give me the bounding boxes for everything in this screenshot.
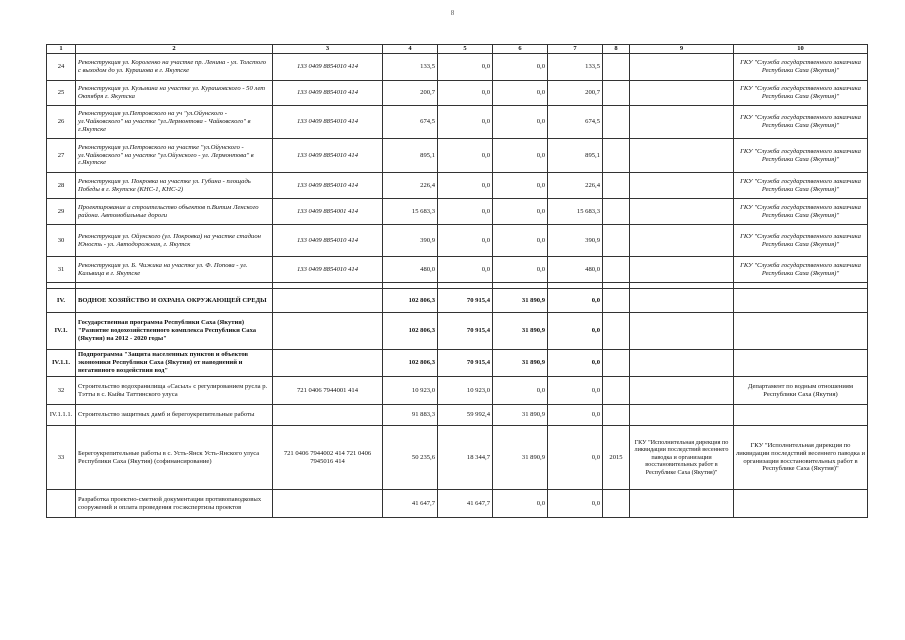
customer-cell: ГКУ "Служба государственного заказчика Республики Саха (Якутия)" [734,81,868,106]
value-total-cell: 200,7 [383,81,438,106]
value-federal-cell: 41 647,7 [438,490,493,518]
year-cell [603,81,630,106]
row-number-cell: IV.1. [47,313,76,350]
contractor-cell [630,490,734,518]
value-other-cell: 15 683,3 [548,199,603,225]
value-other-cell: 0,0 [548,377,603,405]
value-regional-cell: 0,0 [493,173,548,199]
value-federal-cell: 70 915,4 [438,313,493,350]
year-cell [603,139,630,173]
value-other-cell: 0,0 [548,405,603,426]
table-row [47,377,868,405]
value-other-cell: 0,0 [548,490,603,518]
row-number-cell: 26 [47,106,76,139]
value-regional-cell: 0,0 [493,225,548,257]
value-regional-cell: 31 890,9 [493,289,548,313]
value-total-cell: 674,5 [383,106,438,139]
header-cell: 10 [734,45,868,54]
budget-code-cell: 133 0409 8854010 414 [273,257,383,283]
customer-cell: ГКУ "Служба государственного заказчика Республики Саха (Якутия)" [734,106,868,139]
row-number-cell: 27 [47,139,76,173]
header-cell: 2 [76,45,273,54]
budget-code-cell: 133 0409 8854010 414 [273,81,383,106]
table-row [47,426,868,490]
contractor-cell [630,81,734,106]
value-other-cell: 480,0 [548,257,603,283]
value-other-cell: 200,7 [548,81,603,106]
year-cell [603,173,630,199]
customer-cell [734,490,868,518]
year-cell [603,377,630,405]
value-total-cell: 50 235,6 [383,426,438,490]
budget-code-cell: 721 0406 7944001 414 [273,377,383,405]
header-cell: 5 [438,45,493,54]
table-row [47,405,868,426]
row-number-cell: 33 [47,426,76,490]
row-number-cell: IV.1.1. [47,350,76,377]
customer-cell: ГКУ "Служба государственного заказчика Республики Саха (Якутия)" [734,257,868,283]
contractor-cell [630,173,734,199]
contractor-cell [630,289,734,313]
header-row [47,45,868,54]
value-regional-cell: 0,0 [493,199,548,225]
table-row [47,490,868,518]
value-other-cell: 0,0 [548,313,603,350]
contractor-cell [630,377,734,405]
value-federal-cell: 18 344,7 [438,426,493,490]
value-total-cell: 91 883,3 [383,405,438,426]
table-row [47,225,868,257]
value-total-cell: 15 683,3 [383,199,438,225]
contractor-cell [630,139,734,173]
table-row [47,199,868,225]
value-federal-cell: 10 923,0 [438,377,493,405]
value-other-cell: 133,5 [548,54,603,81]
value-regional-cell: 31 890,9 [493,350,548,377]
table-row [47,350,868,377]
row-number-cell: 28 [47,173,76,199]
value-federal-cell: 0,0 [438,81,493,106]
value-regional-cell: 0,0 [493,377,548,405]
header-cell: 4 [383,45,438,54]
value-total-cell: 895,1 [383,139,438,173]
row-number-cell: 32 [47,377,76,405]
budget-code-cell: 133 0409 8854010 414 [273,225,383,257]
row-name-cell: Реконструкция ул.Петровского на уч "ул.Ойунского - ул.Чайковского" на участке "ул.Лермонтова - Чайковского" в г.Якутске [76,106,273,139]
value-total-cell: 102 806,3 [383,289,438,313]
customer-cell: ГКУ "Служба государственного заказчика Республики Саха (Якутия)" [734,225,868,257]
row-name-cell: Строительство защитных дамб и берегоукрепительные работы [76,405,273,426]
table-row [47,313,868,350]
customer-cell: Департамент по водным отношениям Республики Саха (Якутия) [734,377,868,405]
value-federal-cell: 0,0 [438,139,493,173]
value-total-cell: 133,5 [383,54,438,81]
header-cell: 1 [47,45,76,54]
value-total-cell: 102 806,3 [383,350,438,377]
value-other-cell: 0,0 [548,289,603,313]
year-cell [603,289,630,313]
value-other-cell: 895,1 [548,139,603,173]
customer-cell: ГКУ "Служба государственного заказчика Республики Саха (Якутия)" [734,139,868,173]
budget-code-cell: 133 0409 8854010 414 [273,173,383,199]
year-cell [603,106,630,139]
row-number-cell: 29 [47,199,76,225]
header-cell: 8 [603,45,630,54]
contractor-cell [630,350,734,377]
value-regional-cell: 0,0 [493,257,548,283]
year-cell [603,350,630,377]
contractor-cell [630,199,734,225]
customer-cell [734,289,868,313]
row-name-cell: Берегоукрепительные работы в с. Усть-Янск Усть-Янского улуса Республики Саха (Якутия) (софинансирование) [76,426,273,490]
row-number-cell: 30 [47,225,76,257]
value-total-cell: 390,9 [383,225,438,257]
budget-code-cell: 133 0409 8854010 414 [273,54,383,81]
customer-cell: ГКУ "Служба государственного заказчика Республики Саха (Якутия)" [734,199,868,225]
row-name-cell: Проектирование и строительство объектов п.Витим Ленского района. Автомобильные дороги [76,199,273,225]
year-cell [603,225,630,257]
value-federal-cell: 0,0 [438,173,493,199]
row-name-cell: Подпрограмма "Защита населенных пунктов и объектов экономики Республики Саха (Якутия) от наводнений и негативного воздействия вод" [76,350,273,377]
header-cell: 9 [630,45,734,54]
table-row [47,81,868,106]
contractor-cell [630,257,734,283]
budget-code-cell [273,289,383,313]
row-number-cell: 24 [47,54,76,81]
value-regional-cell: 31 890,9 [493,405,548,426]
year-cell [603,199,630,225]
year-cell: 2015 [603,426,630,490]
value-federal-cell: 59 992,4 [438,405,493,426]
value-other-cell: 226,4 [548,173,603,199]
value-other-cell: 674,5 [548,106,603,139]
contractor-cell [630,313,734,350]
budget-code-cell [273,313,383,350]
value-federal-cell: 70 915,4 [438,350,493,377]
value-total-cell: 226,4 [383,173,438,199]
customer-cell: ГКУ "Служба государственного заказчика Республики Саха (Якутия)" [734,54,868,81]
row-number-cell [47,490,76,518]
row-name-cell: Реконструкция ул.Петровского на участке "ул.Ойунского - ул.Чайковского" на участке "ул.Ойунского - ул. Лермонтова" в г.Якутске [76,139,273,173]
budget-code-cell: 133 0409 8854010 414 [273,139,383,173]
value-federal-cell: 70 915,4 [438,289,493,313]
year-cell [603,490,630,518]
value-other-cell: 0,0 [548,426,603,490]
header-cell: 6 [493,45,548,54]
row-name-cell: Реконструкция ул. Короленко на участке пр. Ленина - ул. Толстого с выходом до ул. Курашова в г. Якутске [76,54,273,81]
value-regional-cell: 0,0 [493,106,548,139]
row-name-cell: ВОДНОЕ ХОЗЯЙСТВО И ОХРАНА ОКРУЖАЮЩЕЙ СРЕДЫ [76,289,273,313]
year-cell [603,257,630,283]
value-federal-cell: 0,0 [438,225,493,257]
customer-cell [734,313,868,350]
budget-code-cell [273,490,383,518]
value-total-cell: 10 923,0 [383,377,438,405]
row-number-cell: 31 [47,257,76,283]
value-regional-cell: 0,0 [493,139,548,173]
year-cell [603,54,630,81]
value-regional-cell: 0,0 [493,54,548,81]
budget-code-cell: 133 0409 8854001 414 [273,199,383,225]
value-other-cell: 390,9 [548,225,603,257]
contractor-cell [630,405,734,426]
value-other-cell: 0,0 [548,350,603,377]
row-name-cell: Государственная программа Республики Саха (Якутия) "Развитие водохозяйственного комплекса Республики Саха (Якутия) на 2012 - 2020 годы" [76,313,273,350]
value-total-cell: 41 647,7 [383,490,438,518]
value-federal-cell: 0,0 [438,106,493,139]
customer-cell: ГКУ "Служба государственного заказчика Республики Саха (Якутия)" [734,173,868,199]
row-number-cell: IV.1.1.1. [47,405,76,426]
header-cell: 7 [548,45,603,54]
table-row [47,173,868,199]
row-name-cell: Реконструкция ул. Б. Чижика на участке ул. Ф. Попова - ул. Кальвица в г. Якутске [76,257,273,283]
customer-cell [734,405,868,426]
value-regional-cell: 31 890,9 [493,426,548,490]
customer-cell: ГКУ "Исполнительная дирекция по ликвидации последствий весеннего паводка и организации восстановительных работ в Республике Саха (Якутия)" [734,426,868,490]
value-regional-cell: 31 890,9 [493,313,548,350]
header-cell: 3 [273,45,383,54]
row-name-cell: Реконструкция ул. Покровка на участке ул. Губина - площадь Победы в г. Якутске (КНС-1, КНС-2) [76,173,273,199]
table-row [47,54,868,81]
row-name-cell: Реконструкция ул. Ойунского (ул. Покровка) на участке стадион Юность - ул. Автодорожная, г. Якутск [76,225,273,257]
year-cell [603,313,630,350]
row-name-cell: Разработка проектно-сметной документации противопаводковых сооружений и оплата проведения госэкспертизы проектов [76,490,273,518]
budget-table [46,44,868,518]
contractor-cell: ГКУ "Исполнительная дирекция по ликвидации последствий весеннего паводка и организации восстановительных работ в Республике Саха (Якутия)" [630,426,734,490]
table-row [47,139,868,173]
page-number: 8 [450,9,455,17]
row-name-cell: Реконструкция ул. Кузьмина на участке ул. Курашовского - 50 лет Октября г. Якутска [76,81,273,106]
value-federal-cell: 0,0 [438,199,493,225]
row-number-cell: 25 [47,81,76,106]
customer-cell [734,350,868,377]
contractor-cell [630,225,734,257]
value-total-cell: 102 806,3 [383,313,438,350]
budget-code-cell: 721 0406 7944002 414 721 0406 7945016 414 [273,426,383,490]
value-total-cell: 480,0 [383,257,438,283]
contractor-cell [630,106,734,139]
budget-code-cell: 133 0409 8854010 414 [273,106,383,139]
value-federal-cell: 0,0 [438,257,493,283]
table-row [47,289,868,313]
budget-code-cell [273,350,383,377]
contractor-cell [630,54,734,81]
year-cell [603,405,630,426]
table-row [47,106,868,139]
value-regional-cell: 0,0 [493,81,548,106]
table-row [47,257,868,283]
row-number-cell: IV. [47,289,76,313]
value-federal-cell: 0,0 [438,54,493,81]
value-regional-cell: 0,0 [493,490,548,518]
budget-code-cell [273,405,383,426]
row-name-cell: Строительство водохранилища «Сасыл» с регулированием русла р. Тэтты в с. Кыйы Таттинского улуса [76,377,273,405]
